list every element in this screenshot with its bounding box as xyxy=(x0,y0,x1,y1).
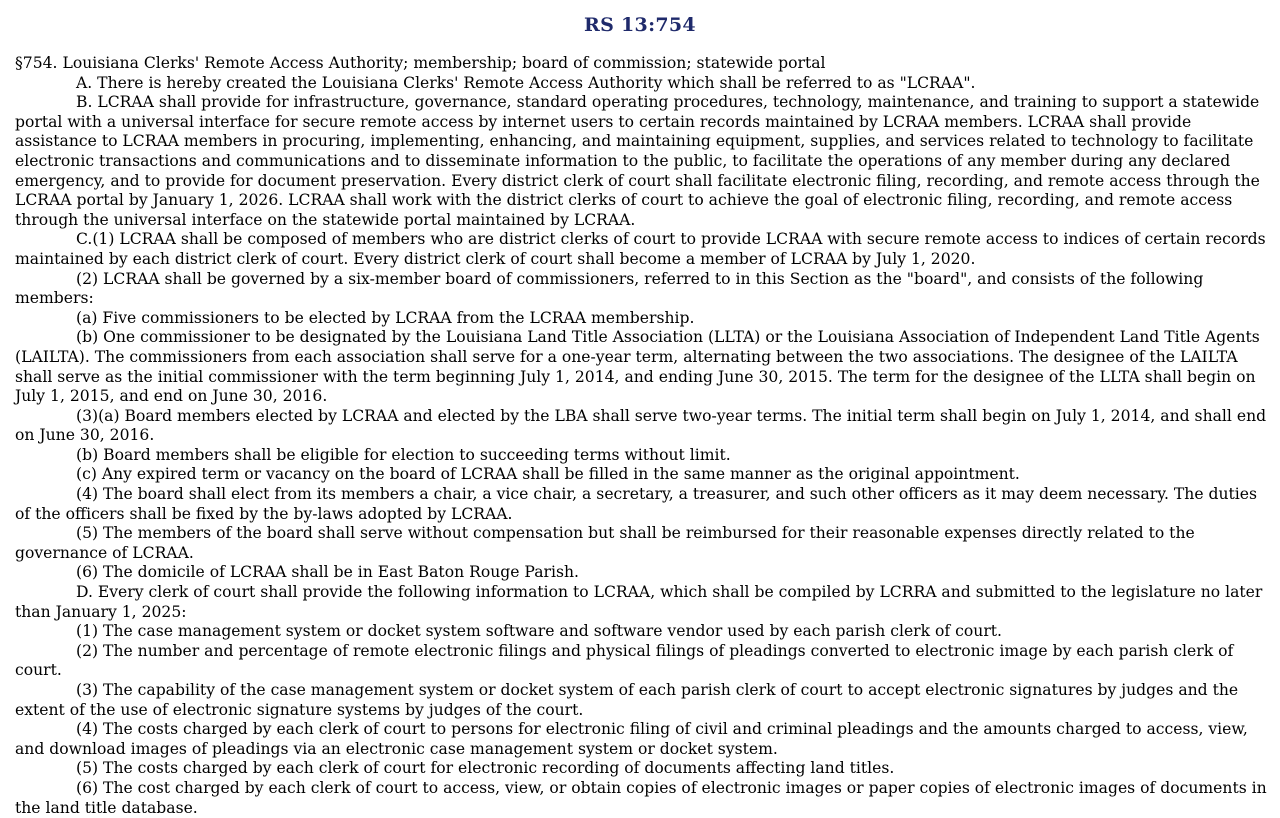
statute-text xyxy=(15,54,1267,818)
paragraph-d2: (2) The number and percentage of remote electronic filings and physical filings of pleadings converted to electronic image by each parish clerk of court. xyxy=(15,641,1234,680)
paragraph-b: B. LCRAA shall provide for infrastructure, governance, standard operating procedures, technology, maintenance, and training to support a statewide portal with a universal interface for secure remote access by internet users to certain records maintained by LCRAA members. LCRAA shall provide assistance to LCRAA members in procuring, implementing, enhancing, and maintaining equipment, supplies, and services related to technology to facilitate electronic transactions and communications and to disseminate information to the public, to facilitate the operations of any member during any declared emergency, and to provide for document preservation. Every district clerk of court shall facilitate electronic filing, recording, and remote access through the LCRAA portal by January 1, 2026. LCRAA shall work with the district clerks of court to achieve the goal of electronic filing, recording, and remote access through the universal interface on the statewide portal maintained by LCRAA. xyxy=(15,93,1260,229)
page-title: RS 13:754 xyxy=(584,14,696,36)
paragraph-c2a: (a) Five commissioners to be elected by LCRAA from the LCRAA membership. xyxy=(76,308,695,327)
paragraph-c1: C.(1) LCRAA shall be composed of members who are district clerks of court to provide LCRAA with secure remote access to indices of certain records maintained by each district clerk of court. Every district clerk of court shall become a member of LCRAA by July 1, 2020. xyxy=(15,230,1266,268)
paragraph-c6: (6) The domicile of LCRAA shall be in East Baton Rouge Parish. xyxy=(76,563,579,582)
paragraph-d4: (4) The costs charged by each clerk of court to persons for electronic filing of civil and criminal pleadings and the amounts charged to access, view, and download images of pleadings via an electronic case management system or docket system. xyxy=(15,720,1248,758)
paragraph-d1: (1) The case management system or docket system software and software vendor used by each parish clerk of court. xyxy=(76,622,1002,641)
paragraph-c4: (4) The board shall elect from its members a chair, a vice chair, a secretary, a treasurer, and such other officers as it may deem necessary. The duties of the officers shall be fixed by the by-laws adopted by LCRAA. xyxy=(15,485,1258,523)
paragraph-d: D. Every clerk of court shall provide the following information to LCRAA, which shall be compiled by LCRRA and submitted to the legislature no later than January 1, 2025: xyxy=(15,583,1263,621)
paragraph-d3: (3) The capability of the case management system or docket system of each parish clerk of court to accept electronic signatures by judges and the extent of the use of electronic signature systems by judges of the court. xyxy=(15,681,1239,719)
paragraph-c3c: (c) Any expired term or vacancy on the board of LCRAA shall be filled in the same manner as the original appointment. xyxy=(76,465,1020,484)
paragraph-d5: (5) The costs charged by each clerk of court for electronic recording of documents affecting land titles. xyxy=(76,759,895,778)
paragraph-c3b: (b) Board members shall be eligible for election to succeeding terms without limit. xyxy=(76,445,731,464)
paragraph-c2: (2) LCRAA shall be governed by a six-member board of commissioners, referred to in this Section as the "board", and consists of the following members: xyxy=(15,269,1204,308)
paragraph-d6: (6) The cost charged by each clerk of court to access, view, or obtain copies of electronic images or paper copies of electronic images of documents in the land title database. xyxy=(15,778,1267,817)
paragraph-c2b: (b) One commissioner to be designated by the Louisiana Land Title Association (LLTA) or the Louisiana Association of Independent Land Title Agents (LAILTA). The commissioners from each association shall serve for a one-year term, alternating between the two associations. The designee of the LAILTA shall serve as the initial commissioner with the term beginning July 1, 2014, and ending June 30, 2015. The term for the designee of the LLTA shall begin on July 1, 2015, and end on June 30, 2016. xyxy=(15,328,1260,406)
paragraph-c5: (5) The members of the board shall serve without compensation but shall be reimbursed for their reasonable expenses directly related to the governance of LCRAA. xyxy=(15,524,1195,562)
paragraph-a: A. There is hereby created the Louisiana Clerks' Remote Access Authority which shall be referred to as "LCRAA". xyxy=(76,73,976,92)
section-heading: §754. Louisiana Clerks' Remote Access Authority; membership; board of commission; statewide portal xyxy=(15,54,826,72)
paragraph-c3a: (3)(a) Board members elected by LCRAA and elected by the LBA shall serve two-year terms. The initial term shall begin on July 1, 2014, and shall end on June 30, 2016. xyxy=(15,406,1267,445)
